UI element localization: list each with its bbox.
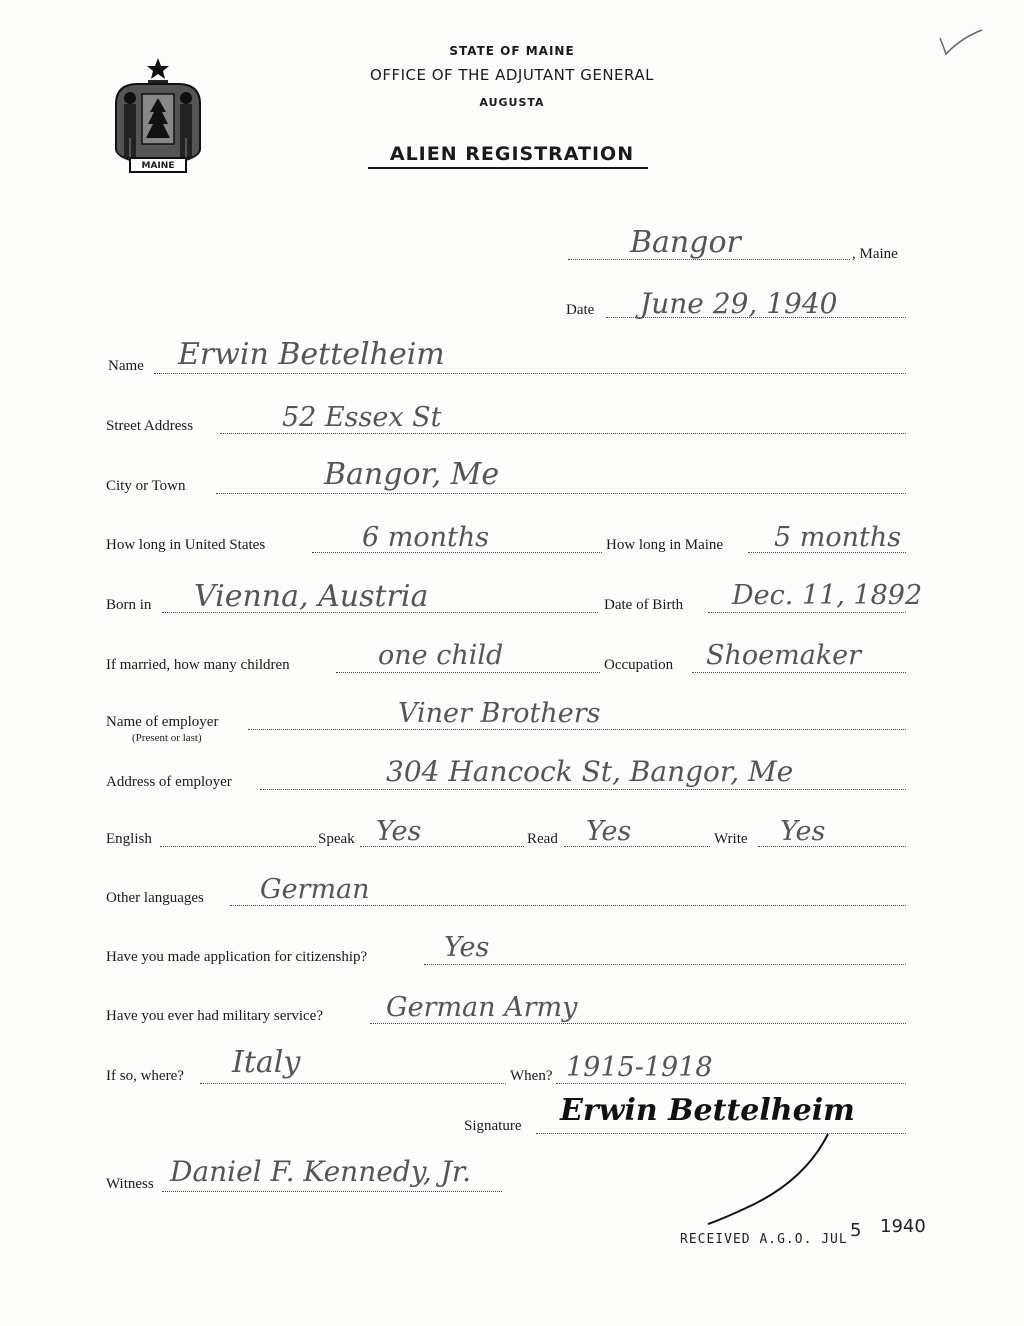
born-in-value: Vienna, Austria [194,579,429,614]
employer-label: Name of employer [106,714,219,730]
name-label: Name [108,358,144,374]
dob-value: Dec. 11, 1892 [732,580,923,611]
how-long-us-value: 6 months [362,522,490,553]
received-stamp-year: 1940 [880,1216,926,1237]
citizenship-value: Yes [444,932,490,963]
english-line [160,846,316,847]
military-line [370,1023,906,1024]
street-line [220,433,906,434]
city-label: City or Town [106,478,186,494]
write-value: Yes [780,816,826,847]
other-languages-value: German [260,874,370,905]
signature-flourish [700,1130,840,1230]
check-mark-icon [936,28,986,58]
how-long-us-label: How long in United States [106,537,266,553]
dob-line [708,612,906,613]
other-languages-label: Other languages [106,890,204,906]
employer-address-line [260,789,906,790]
children-label: If married, how many children [106,657,290,673]
employer-value: Viner Brothers [398,698,601,729]
employer-address-label: Address of employer [106,774,232,790]
date-label: Date [566,302,595,318]
other-languages-line [230,905,906,906]
header-office: OFFICE OF THE ADJUTANT GENERAL [370,66,654,84]
received-stamp: RECEIVED A.G.O. JUL [680,1232,848,1247]
name-line [154,373,906,374]
when-line [556,1083,906,1084]
employer-line [248,729,906,730]
employer-address-value: 304 Hancock St, Bangor, Me [386,755,794,788]
speak-label: Speak [318,831,355,847]
write-label: Write [714,831,748,847]
city-value: Bangor, Me [324,457,500,492]
received-stamp-day: 5 [850,1220,862,1241]
military-label: Have you ever had military service? [106,1008,323,1024]
street-label: Street Address [106,418,194,434]
english-label: English [106,831,152,847]
when-label: When? [510,1068,553,1084]
speak-value: Yes [376,816,422,847]
place-value: Bangor [630,225,741,260]
how-long-maine-label: How long in Maine [606,537,724,553]
occupation-line [692,672,906,673]
military-value: German Army [386,992,578,1023]
title-underline [368,167,648,169]
date-value: June 29, 1940 [640,287,838,320]
citizenship-line [424,964,906,965]
occupation-label: Occupation [604,657,674,673]
occupation-value: Shoemaker [706,640,862,671]
citizenship-label: Have you made application for citizenship? [106,949,368,965]
when-value: 1915-1918 [566,1052,713,1083]
born-in-label: Born in [106,597,152,613]
maine-label: , Maine [852,246,898,262]
witness-label: Witness [106,1176,154,1192]
street-value: 52 Essex St [282,402,442,433]
how-long-maine-value: 5 months [774,522,902,553]
where-label: If so, where? [106,1068,184,1084]
children-value: one child [378,640,504,671]
city-line [216,493,906,494]
read-label: Read [527,831,558,847]
name-value: Erwin Bettelheim [178,337,445,372]
header-state: STATE OF MAINE [449,44,575,58]
where-line [200,1083,506,1084]
dob-label: Date of Birth [604,597,684,613]
children-line [336,672,600,673]
where-value: Italy [232,1045,301,1080]
signature-label: Signature [464,1118,522,1134]
signature-value: Erwin Bettelheim [560,1093,855,1128]
employer-sublabel: (Present or last) [132,732,202,744]
header-city: AUGUSTA [479,96,545,109]
read-value: Yes [586,816,632,847]
witness-value: Daniel F. Kennedy, Jr. [170,1155,472,1188]
form-title: ALIEN REGISTRATION [389,143,635,165]
witness-line [162,1191,502,1192]
seal-banner-text: MAINE [141,161,175,171]
